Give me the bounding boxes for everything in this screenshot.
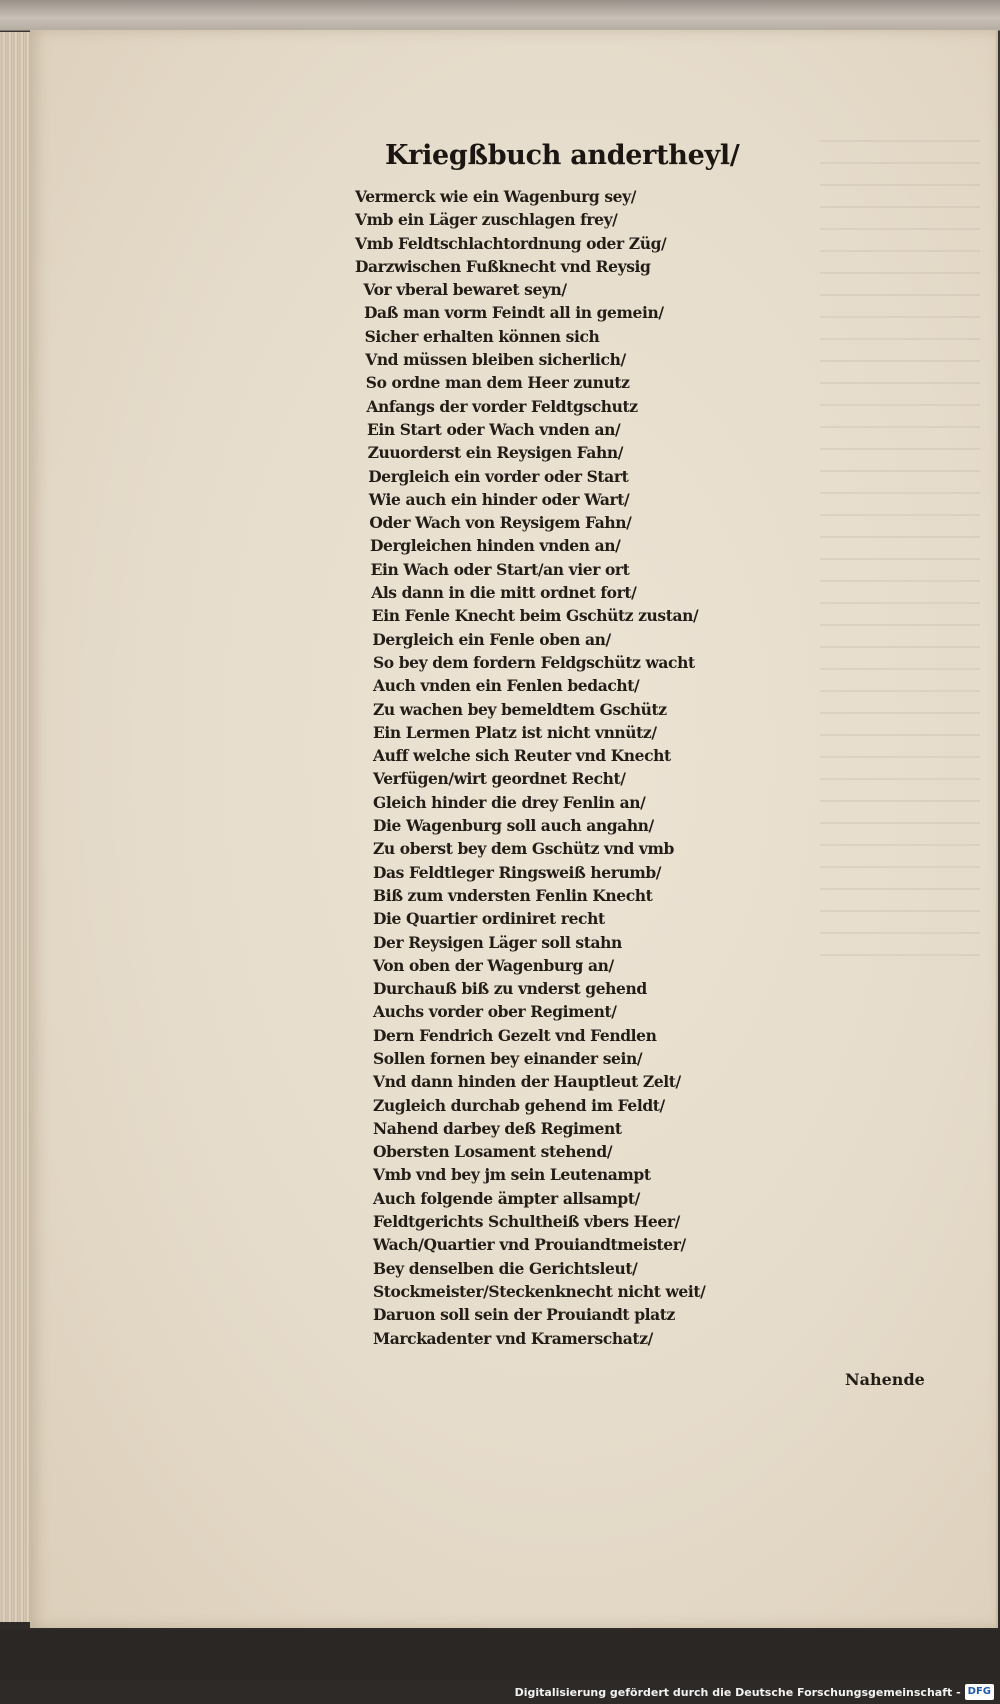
verse-line: Dergleich ein Fenle oben an/ (372, 629, 611, 649)
verse-line: So ordne man dem Heer zunutz (365, 373, 630, 393)
verse-line: Vmb ein Läger zuschlagen frey/ (355, 210, 618, 230)
verse-line: Auff welche sich Reuter vnd Knecht (373, 746, 671, 766)
verse-line: Dergleich ein vorder oder Start (368, 466, 629, 486)
verse-line: Als dann in die mitt ordnet fort/ (371, 583, 637, 603)
verse-line: Die Quartier ordiniret recht (373, 909, 605, 929)
verse-line: Bey denselben die Gerichtsleut/ (373, 1258, 638, 1278)
verse-line: Gleich hinder die drey Fenlin an/ (373, 792, 646, 812)
verse-line: Stockmeister/Steckenknecht nicht weit/ (373, 1281, 706, 1301)
verse-line: Vor vberal bewaret seyn/ (363, 280, 567, 300)
verse-line: Marckadenter vnd Kramerschatz/ (373, 1328, 653, 1348)
verse-line: Daruon soll sein der Prouiandt platz (373, 1305, 675, 1325)
dfg-logo: DFG (965, 1684, 994, 1700)
verse-line: Dergleichen hinden vnden an/ (370, 536, 621, 556)
verse-line: Vmb vnd bey jm sein Leutenampt (373, 1165, 651, 1185)
verse-line: Vermerck wie ein Wagenburg sey/ (355, 187, 636, 206)
verse-line: Wach/Quartier vnd Prouiandtmeister/ (373, 1235, 686, 1255)
verse-line: Auchs vorder ober Regiment/ (373, 1002, 617, 1022)
verse-line: Ein Start oder Wach vnden an/ (367, 419, 621, 439)
verse-line: Durchauß biß zu vnderst gehend (373, 979, 647, 999)
page-edge-stack (0, 32, 33, 1622)
verse-line: Dern Fendrich Gezelt vnd Fendlen (373, 1025, 657, 1045)
verse-line: Zugleich durchab gehend im Feldt/ (373, 1095, 665, 1115)
verse-line: Der Reysigen Läger soll stahn (373, 932, 622, 952)
verse-line: Darzwischen Fußknecht vnd Reysig (355, 256, 651, 276)
verse-line: Biß zum vndersten Fenlin Knecht (373, 885, 653, 905)
catchword: Nahende (845, 1370, 925, 1389)
verse-line: Ein Wach oder Start/an vier ort (370, 559, 630, 579)
verse-line: Auch vnden ein Fenlen bedacht/ (373, 676, 640, 696)
verse-line: Verfügen/wirt geordnet Recht/ (373, 769, 626, 789)
verse-line: Sollen fornen bey einander sein/ (373, 1048, 643, 1068)
verse-line: Oder Wach von Reysigem Fahn/ (369, 513, 632, 533)
verse-line: Wie auch ein hinder oder Wart/ (368, 489, 630, 509)
digitization-credit (515, 1682, 994, 1702)
verse-line: Zu wachen bey bemeldtem Gschütz (373, 699, 667, 719)
verse-line: Sicher erhalten können sich (364, 326, 600, 346)
running-title: Kriegßbuch andertheyl/ (385, 140, 740, 171)
verse-text (355, 185, 795, 1350)
verse-line: Die Wagenburg soll auch angahn/ (373, 816, 654, 836)
verse-line: Das Feldtleger Ringsweiß herumb/ (373, 862, 662, 882)
verse-line: Ein Fenle Knecht beim Gschütz zustan/ (371, 606, 699, 626)
verse-line: Feldtgerichts Schultheiß vbers Heer/ (373, 1212, 680, 1232)
verse-line: Daß man vorm Feindt all in gemein/ (364, 303, 664, 323)
verse-line: Zuuorderst ein Reysigen Fahn/ (367, 443, 624, 463)
verse-line: Vnd müssen bleiben sicherlich/ (365, 350, 626, 370)
verse-line: So bey dem fordern Feldgschütz wacht (373, 652, 695, 672)
verse-line: Vnd dann hinden der Hauptleut Zelt/ (373, 1072, 681, 1092)
underlying-page-edge (0, 0, 1000, 31)
verse-line: Von oben der Wagenburg an/ (373, 955, 614, 975)
verse-line: Anfangs der vorder Feldtgschutz (366, 396, 638, 416)
verse-line: Auch folgende ämpter allsampt/ (373, 1188, 640, 1208)
verse-line: Ein Lermen Platz ist nicht vnnütz/ (373, 722, 657, 742)
verse-line: Nahend darbey deß Regiment (373, 1118, 622, 1138)
scanner-bed (0, 1630, 1000, 1680)
verse-line: Zu oberst bey dem Gschütz vnd vmb (373, 839, 674, 859)
credit-text: Digitalisierung gefördert durch die Deutsche Forschungsgemeinschaft - (514, 1685, 961, 1699)
verse-line: Vmb Feldtschlachtordnung oder Züg/ (355, 233, 667, 253)
verse-line: Obersten Losament stehend/ (373, 1142, 613, 1162)
